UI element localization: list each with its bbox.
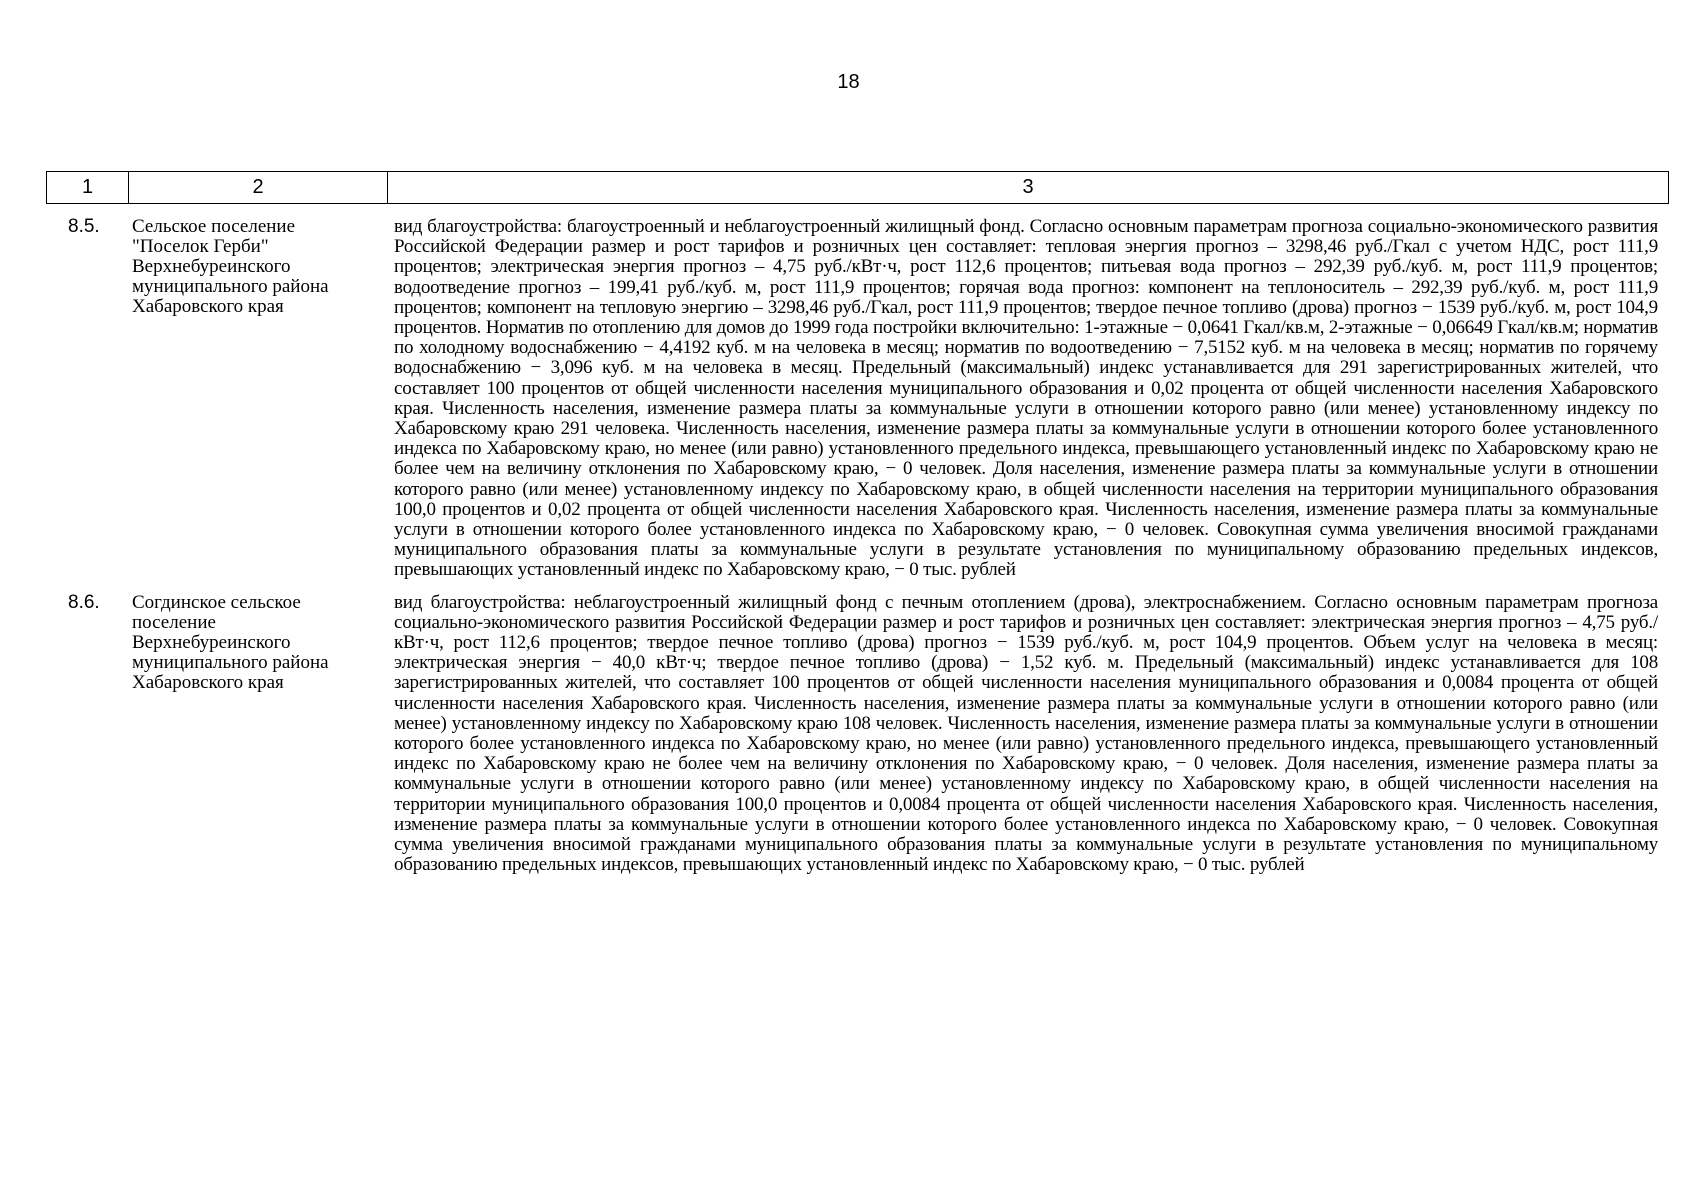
settlement-name: Сельское поселение "Поселок Герби" Верхнебуреинского муниципального района Хабаровского края	[132, 216, 329, 317]
column-header-table	[46, 171, 1669, 204]
column-header-1: 1	[47, 172, 129, 204]
column-header-row	[47, 172, 1669, 204]
column-header-2: 2	[129, 172, 388, 204]
row-number: 8.6.	[68, 591, 100, 613]
row-description: вид благоустройства: неблагоустроенный жилищный фонд с печным отоплением (дрова), электроснабжением. Согласно основным параметрам прогноза социально-экономического развития Российской Федерации размер и рост тарифов и розничных цен составляет: электрическая энергия прогноз – 4,75 руб./кВт·ч, рост 112,6 процентов; твердое печное топливо (дрова) прогноз − 1539 руб./куб. м, рост 104,9 процентов. Объем услуг на человека в месяц: электрическая энергия − 40,0 кВт·ч; твердое печное топливо (дрова) − 1,52 куб. м. Предельный (максимальный) индекс устанавливается для 108 зарегистрированных жителей, что составляет 100 процентов от общей численности населения муниципального образования и 0,0084 процента от общей численности населения Хабаровского края. Численность населения, изменение размера платы за коммунальные услуги в отношении которого равно (или менее) установленному индексу по Хабаровскому краю 108 человек. Численность населения, изменение размера платы за коммунальные услуги в отношении которого более установленного индекса по Хабаровскому краю, но менее (или равно) установленного предельного индекса, превышающего установленный индекс по Хабаровскому краю не более чем на величину отклонения по Хабаровскому краю, − 0 человек. Доля населения, изменение размера платы за коммунальные услуги в отношении которого равно (или менее) установленному индексу по Хабаровскому краю, в общей численности населения на территории муниципального образования 100,0 процентов и 0,0084 процента от общей численности населения Хабаровского края. Численность населения, изменение размера платы за коммунальные услуги в отношении которого более установленного индекса по Хабаровскому краю, − 0 человек. Совокупная сумма увеличения вносимой гражданами муниципального образования платы за коммунальные услуги в результате установления по муниципальному образованию предельных индексов, превышающих установленный индекс по Хабаровскому краю, − 0 тыс. рублей	[394, 591, 1658, 876]
column-header-3: 3	[388, 172, 1669, 204]
settlement-name: Согдинское сельское поселение Верхнебуреинского муниципального района Хабаровского края	[132, 591, 329, 693]
row-number: 8.5.	[68, 216, 100, 237]
table-row	[46, 593, 1668, 876]
row-description: вид благоустройства: благоустроенный и неблагоустроенный жилищный фонд. Согласно основным параметрам прогноза социально-экономического развития Российской Федерации размер и рост тарифов и розничных цен составляет: тепловая энергия прогноз – 3298,46 руб./Гкал с учетом НДС, рост 111,9 процентов; электрическая энергия прогноз – 4,75 руб./кВт·ч, рост 112,6 процентов; питьевая вода прогноз – 292,39 руб./куб. м, рост 111,9 процентов; водоотведение прогноз – 199,41 руб./куб. м, рост 111,9 процентов; горячая вода прогноз: компонент на теплоноситель – 292,39 руб./куб. м, рост 111,9 процентов; компонент на тепловую энергию – 3298,46 руб./Гкал, рост 111,9 процентов; твердое печное топливо (дрова) прогноз − 1539 руб./куб. м, рост 104,9 процентов. Норматив по отоплению для домов до 1999 года постройки включительно: 1-этажные − 0,0641 Гкал/кв.м, 2-этажные − 0,06649 Гкал/кв.м; норматив по холодному водоснабжению − 4,4192 куб. м на человека в месяц; норматив по водоотведению − 7,5152 куб. м на человека в месяц; норматив по горячему водоснабжению − 3,096 куб. м на человека в месяц. Предельный (максимальный) индекс устанавливается для 291 зарегистрированных жителей, что составляет 100 процентов от общей численности населения муниципального образования и 0,02 процента от общей численности населения Хабаровского края. Численность населения, изменение размера платы за коммунальные услуги в отношении которого равно (или менее) установленному индексу по Хабаровскому краю 291 человека. Численность населения, изменение размера платы за коммунальные услуги в отношении которого более установленного индекса по Хабаровскому краю, но менее (или равно) установленного предельного индекса, превышающего установленный индекс по Хабаровскому краю не более чем на величину отклонения по Хабаровскому краю, − 0 человек. Доля населения, изменение размера платы за коммунальные услуги в отношении которого равно (или менее) установленному индексу по Хабаровскому краю, в общей численности населения на территории муниципального образования 100,0 процентов и 0,02 процента от общей численности населения Хабаровского края. Численность населения, изменение размера платы за коммунальные услуги в отношении которого более установленного индекса по Хабаровскому краю, − 0 человек. Совокупная сумма увеличения вносимой гражданами муниципального образования платы за коммунальные услуги в результате установления по муниципальному образованию предельных индексов, превышающих установленный индекс по Хабаровскому краю, − 0 тыс. рублей	[394, 216, 1658, 581]
page-number: 18	[837, 71, 860, 93]
table-body	[46, 217, 1668, 888]
table-row	[46, 217, 1668, 581]
